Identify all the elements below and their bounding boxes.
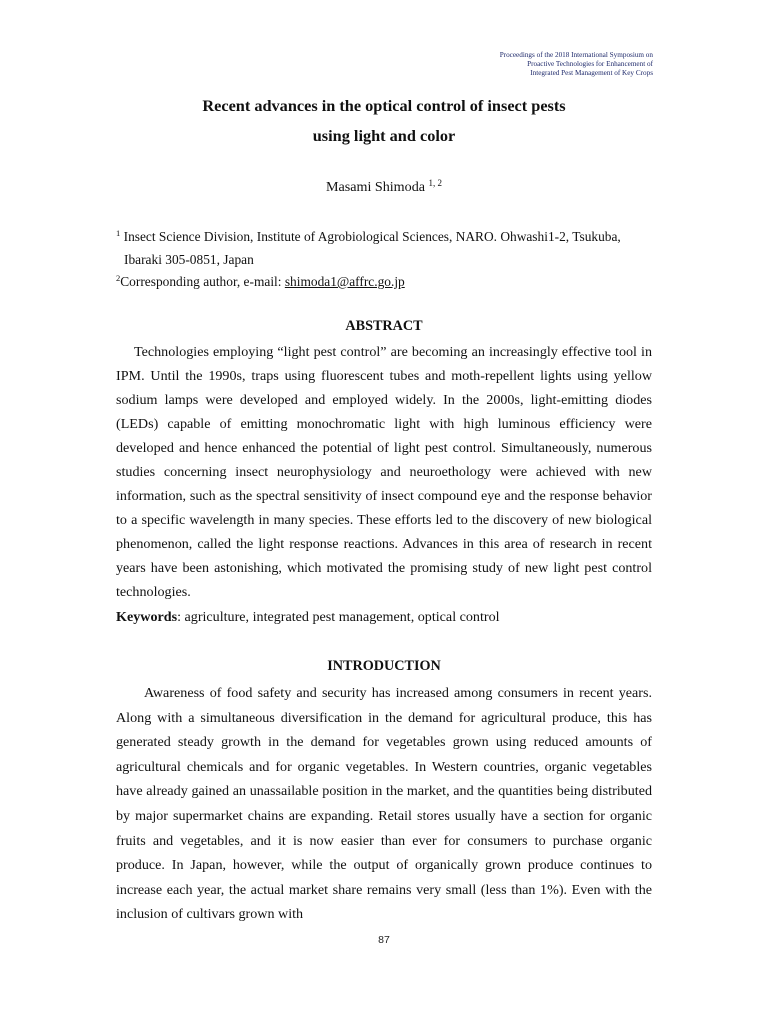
title-line-2: using light and color xyxy=(312,126,456,145)
affiliation-1-line-2: Ibaraki 305-0851, Japan xyxy=(124,251,254,267)
keywords-text: : agriculture, integrated pest management, optical control xyxy=(177,609,500,625)
author-line xyxy=(0,174,768,196)
affiliation-2 xyxy=(116,267,652,294)
introduction-heading: INTRODUCTION xyxy=(327,658,441,674)
author-affiliation-marks: 1, 2 xyxy=(428,178,443,188)
title-line-1: Recent advances in the optical control of insect pests xyxy=(202,96,566,115)
proceedings-line-2: Proactive Technologies for Enhancement of xyxy=(527,60,653,68)
proceedings-header xyxy=(433,51,653,78)
abstract-heading: ABSTRACT xyxy=(345,318,423,334)
email-link[interactable]: shimoda1@affrc.go.jp xyxy=(284,274,405,289)
affiliation-1-mark: 1 xyxy=(116,228,121,238)
abstract-body xyxy=(116,340,652,604)
proceedings-line-1: Proceedings of the 2018 International Symposium on xyxy=(499,51,653,59)
abstract-text: Technologies employing “light pest control” are becoming an increasingly effective tool in IPM. Until the 1990s, traps using fluorescent tubes and moth-repellent lights using yellow sodium lamps were developed and employed widely. In the 2000s, light-emitting diodes (LEDs) capable of emitting monochromatic light with high luminous efficiency were developed and hence enhanced the potential of light pest control. Simultaneously, numerous studies concerning insect neurophysiology and neuroethology were achieved with new information, such as the spectral sensitivity of insect compound eye and the response behavior to a specific wavelength in many species. These efforts led to the discovery of new biological phenomenon, called the light response reactions. Advances in this area of research in recent years have been astonishing, which motivated the promising study of new light pest control technologies. xyxy=(116,344,652,600)
author-name: Masami Shimoda xyxy=(325,179,425,195)
introduction-text: Awareness of food safety and security has increased among consumers in recent years. Along with a simultaneous diversification in the demand for agricultural produce, this has generated steady growth in the demand for vegetables grown using reduced amounts of agricultural chemicals and for organic vegetables. In Western countries, organic vegetables have already gained an unassailable position in the market, and the quantities being distributed by major supermarket chains are expanding. Retail stores usually have a section for organic fruits and vegetables, and it is now easier than ever for consumers to purchase organic produce. In Japan, however, while the output of organically grown produce continues to increase each year, the actual market share remains very small (less than 1%). Even with the inclusion of cultivars grown with xyxy=(116,685,652,923)
page-number: 87 xyxy=(378,934,390,946)
affiliation-1 xyxy=(116,222,652,271)
affiliation-2-mark: 2 xyxy=(116,273,121,283)
affiliation-2-text: Corresponding author, e-mail: xyxy=(120,274,285,289)
paper-title xyxy=(0,91,768,151)
introduction-body xyxy=(116,681,652,927)
affiliation-1-line-1: Insect Science Division, Institute of Agrobiological Sciences, NARO. Ohwashi1-2, Tsukuba, xyxy=(123,229,621,244)
keywords-line xyxy=(116,608,652,626)
proceedings-line-3: Integrated Pest Management of Key Crops xyxy=(530,69,653,77)
keywords-label: Keywords xyxy=(116,609,178,625)
